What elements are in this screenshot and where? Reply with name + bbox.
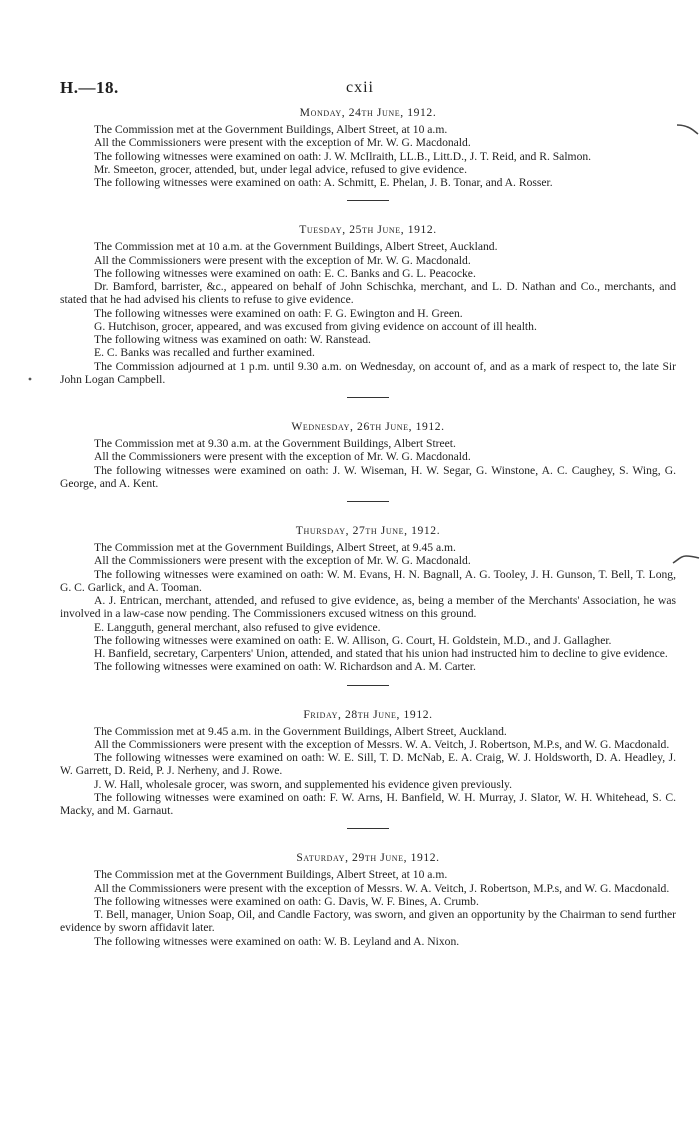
paragraph: Mr. Smeeton, grocer, attended, but, under legal advice, refused to give evidence. — [94, 162, 467, 176]
session-date: Tuesday, 25th June, 1912. — [299, 223, 437, 237]
paragraph: The following witnesses were examined on oath: J. W. Wiseman, H. W. Segar, G. Winstone, A. C. Caughey, S. Wing, G. George, and A. Kent. — [60, 463, 676, 490]
paragraph: The Commission met at the Government Buildings, Albert Street, at 9.45 a.m. — [94, 541, 456, 554]
paragraph: The following witnesses were examined on oath: W. Richardson and A. M. Carter. — [94, 660, 476, 674]
page-header — [60, 78, 660, 102]
session-tuesday — [60, 223, 676, 386]
paragraph: The following witnesses were examined on oath: G. Davis, W. F. Bines, A. Crumb. — [94, 894, 479, 908]
session-thursday — [60, 524, 676, 674]
paragraph: H. Banfield, secretary, Carpenters' Union, attended, and stated that his union had instructed him to decline to give evidence. — [94, 647, 668, 660]
session-date: Friday, 28th June, 1912. — [303, 707, 433, 721]
paragraph: All the Commissioners were present with the exception of Mr. W. G. Macdonald. — [94, 253, 471, 267]
session-monday — [60, 106, 676, 189]
paragraph: All the Commissioners were present with the exception of Messrs. W. A. Veitch, J. Robertson, M.P.s, and W. G. Macdonald. — [94, 881, 670, 895]
session-saturday — [60, 851, 676, 948]
paragraph: The following witness was examined on oath: W. Ranstead. — [94, 333, 371, 346]
paragraph: The following witnesses were examined on oath: E. C. Banks and G. L. Peacocke. — [94, 266, 476, 280]
paragraph: All the Commissioners were present with the exception of Messrs. W. A. Veitch, J. Robertson, M.P.s, and W. G. Macdonald. — [94, 737, 670, 751]
paragraph: The following witnesses were examined on oath: A. Schmitt, E. Phelan, J. B. Tonar, and A. Rosser. — [94, 176, 553, 189]
paragraph: J. W. Hall, wholesale grocer, was sworn, and supplemented his evidence given previously. — [94, 777, 512, 791]
session-friday — [60, 708, 676, 818]
paragraph: The following witnesses were examined on oath: W. E. Sill, T. D. McNab, E. A. Craig, W. J. Holdsworth, D. A. Headley, J. W. Garrett, D. Reid, P. J. Nerheny, and J. Rowe. — [60, 751, 676, 778]
session-date: Monday, 24th June, 1912. — [299, 106, 437, 119]
paragraph: The following witnesses were examined on oath: W. M. Evans, H. N. Bagnall, A. G. Tooley, J. H. Gunson, T. Bell, T. Long, G. C. Garlick, and A. Tooman. — [60, 567, 676, 594]
document-reference: H.—18. — [60, 78, 119, 97]
paragraph: The following witnesses were examined on oath: E. W. Allison, G. Court, H. Goldstein, M.D., and J. Gallagher. — [94, 633, 612, 647]
session-date: Thursday, 27th June, 1912. — [295, 524, 441, 537]
paragraph: The Commission adjourned at 1 p.m. until 9.30 a.m. on Wednesday, on account of, and as a mark of respect to, the late Sir John Logan Campbell. — [60, 359, 676, 386]
section-divider — [347, 200, 389, 201]
minutes-body — [60, 106, 676, 948]
paragraph: The Commission met at 9.45 a.m. in the Government Buildings, Albert Street, Auckland. — [94, 724, 507, 738]
paragraph: The following witnesses were examined on oath: J. W. McIlraith, LL.B., Litt.D., J. T. Reid, and R. Salmon. — [94, 149, 592, 163]
paragraph: The Commission met at the Government Buildings, Albert Street, at 10 a.m. — [94, 868, 448, 882]
scan-mark — [672, 553, 700, 567]
paragraph: All the Commissioners were present with the exception of Mr. W. G. Macdonald. — [94, 136, 471, 150]
paragraph: T. Bell, manager, Union Soap, Oil, and Candle Factory, was sworn, and given an opportunity by the Chairman to send further evidence by sworn affidavit later. — [60, 908, 676, 935]
section-divider — [347, 685, 389, 686]
paragraph: The Commission met at 9.30 a.m. at the Government Buildings, Albert Street. — [94, 437, 456, 450]
paragraph: The following witnesses were examined on oath: F. G. Ewington and H. Green. — [94, 306, 463, 320]
section-divider — [347, 828, 389, 829]
paragraph: Dr. Bamford, barrister, &c., appeared on behalf of John Schischka, merchant, and L. D. Nathan and Co., merchants, and stated that he had advised his clients to refuse to give evidence. — [60, 280, 676, 307]
session-wednesday — [60, 420, 676, 490]
paragraph: G. Hutchison, grocer, appeared, and was excused from giving evidence on account of ill health. — [94, 319, 537, 333]
section-divider — [347, 501, 389, 502]
session-date: Saturday, 29th June, 1912. — [296, 851, 440, 865]
paragraph: The following witnesses were examined on oath: F. W. Arns, H. Banfield, W. H. Murray, J. Slator, W. H. Whitehead, S. C. Macky, and M. Garnaut. — [60, 790, 676, 817]
paragraph: E. C. Banks was recalled and further examined. — [94, 346, 315, 360]
scan-mark — [676, 122, 700, 136]
paragraph: A. J. Entrican, merchant, attended, and refused to give evidence, as, being a member of the Merchants' Association, he was involved in a law-case now pending. The Commissioners excused witness on this ground. — [60, 594, 676, 621]
paragraph: The Commission met at the Government Buildings, Albert Street, at 10 a.m. — [94, 123, 448, 136]
paragraph: The following witnesses were examined on oath: W. B. Leyland and A. Nixon. — [94, 934, 460, 948]
section-divider — [347, 397, 389, 398]
paragraph: All the Commissioners were present with the exception of Mr. W. G. Macdonald. — [94, 554, 471, 568]
paragraph: The Commission met at 10 a.m. at the Government Buildings, Albert Street, Auckland. — [94, 240, 498, 254]
paragraph: E. Langguth, general merchant, also refused to give evidence. — [94, 620, 381, 634]
session-date: Wednesday, 26th June, 1912. — [291, 420, 445, 433]
page-number: cxii — [346, 79, 374, 96]
paragraph: All the Commissioners were present with the exception of Mr. W. G. Macdonald. — [94, 450, 471, 464]
scan-mark — [26, 375, 34, 383]
